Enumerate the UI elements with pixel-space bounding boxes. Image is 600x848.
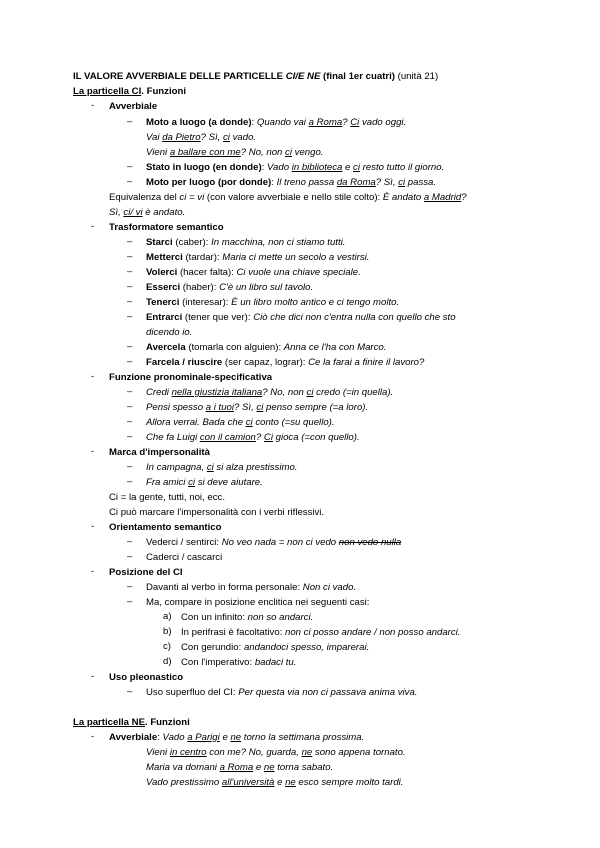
list-item: Volerci (hacer falta): Ci vuole una chiave speciale. <box>146 267 361 278</box>
list-item: Caderci / cascarci <box>146 552 223 563</box>
pleonastico-heading: Uso pleonastico <box>109 672 184 683</box>
document-title: IL VALORE AVVERBIALE DELLE PARTICELLE CI/E NE (final 1er cuatri) (unità 21) <box>73 71 439 82</box>
bullet-dash: – <box>127 536 133 547</box>
bullet-dash: – <box>127 551 133 562</box>
case-item: Con un infinito: non so andarci. <box>181 612 314 623</box>
pronominale-heading: Funzione pronominale-specificativa <box>109 372 273 383</box>
bullet-dash: – <box>127 296 133 307</box>
ne-example-3: Maria va domani a Roma e ne torna sabato. <box>146 762 334 773</box>
moto-luogo-line: Moto a luogo (a donde): Quando vai a Roma? Ci vado oggi. <box>146 117 407 128</box>
moto-luogo-example-2: Vai da Pietro? Sì, ci vado. <box>146 132 257 143</box>
impersonalita-note-1: Ci = la gente, tutti, noi, ecc. <box>109 492 225 503</box>
list-item: Entrarci (tener que ver): Ciò che dici non c'entra nulla con quello che sto <box>146 312 456 323</box>
list-item: Farcela / riuscire (ser capaz, lograr): Ce la farai a finire il lavoro? <box>146 357 425 368</box>
bullet-dash: – <box>127 341 133 352</box>
moto-per-luogo-line: Moto per luogo (por donde): Il treno passa da Roma? Sì, ci passa. <box>146 177 437 188</box>
orientamento-heading: Orientamento semantico <box>109 522 222 533</box>
posizione-heading: Posizione del CI <box>109 567 183 578</box>
bullet-dash: – <box>127 431 133 442</box>
bullet-dash: – <box>127 161 133 172</box>
bullet-dash: – <box>127 461 133 472</box>
moto-luogo-example-3: Vieni a ballare con me? No, non ci vengo. <box>146 147 324 158</box>
bullet-dash: – <box>127 476 133 487</box>
ci-section-heading: La particella CI. Funzioni <box>73 86 187 97</box>
bullet-dash: – <box>127 281 133 292</box>
avverbiale-heading: Avverbiale <box>109 101 158 112</box>
list-item: Ma, compare in posizione enclitica nei seguenti casi: <box>146 597 370 608</box>
bullet-dash: – <box>127 416 133 427</box>
case-item: In perifrasi è facoltativo: non ci posso andare / non posso andarci. <box>181 627 461 638</box>
list-item: Davanti al verbo in forma personale: Non ci vado. <box>146 582 357 593</box>
bullet-dash: – <box>127 176 133 187</box>
list-item: Fra amici ci si deve aiutare. <box>146 477 263 488</box>
list-item: Uso superfluo del CI: Per questa via non ci passava anima viva. <box>146 687 418 698</box>
bullet-dash: - <box>91 446 95 457</box>
list-item: Che fa Luigi con il camion? Ci gioca (=con quello). <box>146 432 360 443</box>
ne-avverbiale-line: Avverbiale: Vado a Parigi e ne torno la settimana prossima. <box>109 732 365 743</box>
list-item: Avercela (tomarla con alguien): Anna ce l'ha con Marco. <box>146 342 387 353</box>
case-marker: c) <box>163 641 171 652</box>
ne-section-heading: La particella NE. Funzioni <box>73 717 190 728</box>
bullet-dash: - <box>91 671 95 682</box>
list-item: In campagna, ci si alza prestissimo. <box>146 462 298 473</box>
bullet-dash: – <box>127 251 133 262</box>
list-item-continuation: dicendo io. <box>146 327 193 338</box>
list-item: Pensi spesso a i tuoi? Sì, ci penso sempre (=a loro). <box>146 402 369 413</box>
trasformatore-heading: Trasformatore semantico <box>109 222 224 233</box>
bullet-dash: – <box>127 401 133 412</box>
list-item: Credi nella giustizia italiana? No, non ci credo (=in quella). <box>146 387 394 398</box>
case-item: Con l'imperativo: badaci tu. <box>181 657 297 668</box>
bullet-dash: - <box>91 221 95 232</box>
case-marker: d) <box>163 656 172 667</box>
list-item: Esserci (haber): C'è un libro sul tavolo. <box>146 282 314 293</box>
impersonalita-note-2: Ci può marcare l'impersonalità con i verbi riflessivi. <box>109 507 325 518</box>
bullet-dash: – <box>127 686 133 697</box>
bullet-dash: - <box>91 566 95 577</box>
bullet-dash: – <box>127 386 133 397</box>
ne-example-4: Vado prestissimo all'università e ne esco sempre molto tardi. <box>146 777 404 788</box>
bullet-dash: - <box>91 731 95 742</box>
list-item: Metterci (tardar): Maria ci mette un secolo a vestirsi. <box>146 252 370 263</box>
case-item: Con gerundio: andandoci spesso, imparerai. <box>181 642 370 653</box>
bullet-dash: - <box>91 371 95 382</box>
bullet-dash: - <box>91 521 95 532</box>
bullet-dash: – <box>127 116 133 127</box>
ne-example-2: Vieni in centro con me? No, guarda, ne sono appena tornato. <box>146 747 406 758</box>
list-item: Starci (caber): In macchina, non ci stiamo tutti. <box>146 237 346 248</box>
impersonalita-heading: Marca d'impersonalità <box>109 447 210 458</box>
list-item: Tenerci (interesar): È un libro molto antico e ci tengo molto. <box>146 297 400 308</box>
case-marker: a) <box>163 611 172 622</box>
list-item: Vederci / sentirci: No veo nada = non ci vedo non vedo nulla <box>146 537 402 548</box>
stato-luogo-line: Stato in luogo (en donde): Vado in biblioteca e ci resto tutto il giorno. <box>146 162 445 173</box>
bullet-dash: – <box>127 266 133 277</box>
bullet-dash: – <box>127 581 133 592</box>
bullet-dash: – <box>127 596 133 607</box>
bullet-dash: – <box>127 356 133 367</box>
equivalenza-line: Equivalenza del ci = vi (con valore avverbiale e nello stile colto): È andato a Madrid? <box>109 192 467 203</box>
case-marker: b) <box>163 626 172 637</box>
bullet-dash: – <box>127 311 133 322</box>
list-item: Allora verrai. Bada che ci conto (=su quello). <box>146 417 335 428</box>
bullet-dash: - <box>91 100 95 111</box>
bullet-dash: – <box>127 236 133 247</box>
equivalenza-line-2: Sì, ci/ vi è andato. <box>109 207 186 218</box>
